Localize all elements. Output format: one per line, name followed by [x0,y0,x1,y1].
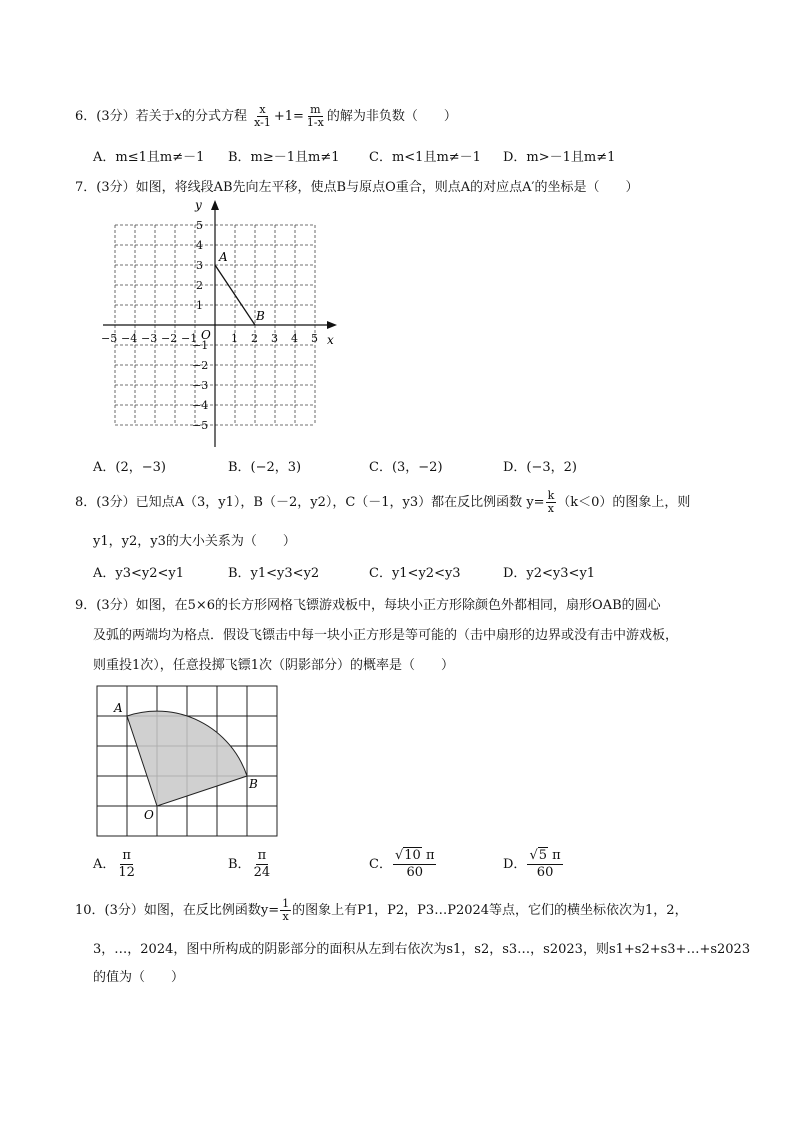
q8-func-prefix: y= [526,495,545,510]
q6-mid: 的分式方程 [181,109,247,124]
q10-func-num: 1 [282,897,290,910]
question-8-line2: y1，y2，y3的大小关系为（ ） [93,534,296,549]
q7-point-a-label: A [219,250,228,264]
q7-y-tick: 2 [196,279,203,292]
q9-option-a-den: 12 [118,865,135,880]
q9-option-b-letter: B． [228,857,251,872]
q7-y-tick: −4 [192,399,209,412]
q9-option-c-num: √10 π [394,848,435,863]
q10-head: 10．(3分）如图，在反比例函数 [75,903,261,918]
q9-option-a-letter: A． [93,857,116,872]
q6-option-a: A．m≤1且m≠－1 [93,150,205,165]
q8-option-c: C．y1<y2<y3 [369,566,461,581]
q9-option-c-letter: C． [369,857,392,872]
question-7-text: 7．(3分）如图，将线段AB先向左平移，使点B与原点O重合，则点A的对应点A′的坐标是（ ） [75,180,639,195]
q9-option-d-pi: π [552,848,561,863]
q7-x-tick: 2 [251,332,258,345]
question-9-line3: 则重投1次），任意投掷飞镖1次（阴影部分）的概率是（ ） [93,658,455,673]
q7-coordinate-figure [95,195,345,450]
q8-func-cond: （k＜0）的图象上，则 [557,495,691,510]
q10-points: 的图象上有P1，P2，P3…P2024等点，它们的横坐标依次为1，2， [292,903,688,918]
q7-y-arrow [211,200,219,210]
question-9-line1: 9．(3分）如图，在5×6的长方形网格飞镖游戏板中，每块小正方形除颜色外都相同，扇形OAB的圆心 [75,598,661,613]
q7-y-tick: 1 [196,299,203,312]
question-10-line3: 的值为（ ） [93,970,185,985]
q7-x-tick: 3 [271,332,278,345]
q7-x-tick: 4 [291,332,298,345]
q9-label-a: A [114,701,123,715]
q6-fraction-2 [305,104,326,129]
q9-shaded-sector [127,711,247,806]
q8-option-d: D．y2<y3<y1 [503,566,596,581]
q9-option-b [228,848,273,881]
q7-x-tick: −3 [141,332,158,345]
q7-point-b-label: B [256,309,265,323]
q9-option-c-root: 10 [404,848,421,863]
q6-f1-den: x-1 [254,116,271,129]
q9-option-c-fraction [393,848,437,881]
q6-option-d: D．m>－1且m≠1 [503,150,616,165]
q9-option-a-fraction [116,848,137,881]
q7-x-label: x [327,333,334,347]
question-8-line1 [75,490,690,515]
q9-option-c-den: 60 [406,865,423,880]
q8-option-a: A．y3<y2<y1 [93,566,185,581]
question-10-line1 [75,898,688,923]
q9-option-d-fraction [527,848,562,881]
q7-y-tick: 3 [196,259,203,272]
q10-func-prefix: y= [260,903,280,918]
question-10-line2: 3，…，2024，图中所构成的阴影部分的面积从左到右依次为s1，s2，s3…，s2023，则s1+s2+s3+…+s2023 [93,942,751,957]
q7-y-label: y [195,198,202,212]
q7-y-tick: 5 [196,219,203,232]
q7-x-tick: 5 [311,332,318,345]
q6-plus-eq: +1= [273,109,304,124]
q6-tail: 的解为非负数（ ） [326,109,457,124]
q7-option-d: D．(−3，2) [503,460,578,475]
q7-origin-label: O [201,328,211,342]
q8-option-b: B．y1<y3<y2 [228,566,320,581]
q7-y-tick: −5 [192,419,209,432]
question-6 [75,104,457,129]
q9-option-d-root: 5 [538,848,548,863]
q7-y-tick: −3 [192,379,209,392]
q9-label-o: O [144,808,154,822]
q8-func-den: x [547,502,555,515]
q7-x-arrow [327,321,337,329]
q8-head: 8．(3分）已知点 [75,495,175,510]
q6-f1-num: x [259,103,266,116]
q7-x-tick: −4 [121,332,138,345]
q7-x-tick: −2 [161,332,178,345]
q7-y-tick: −1 [192,339,209,352]
q8-points: A（3，y1），B（－2，y2），C（－1，y3）都在反比例函数 [174,495,523,510]
q6-option-c: C．m<1且m≠－1 [369,150,481,165]
q9-option-a-num: π [122,848,131,863]
q10-func-fraction [280,898,291,923]
q9-option-b-den: 24 [253,865,271,880]
q7-option-b: B．(−2，3) [228,460,302,475]
q7-x-tick: −1 [181,332,198,345]
q6-head: 6．(3分）若关于 [75,109,175,124]
q10-func-den: x [282,910,289,923]
q7-option-a: A．(2，−3) [93,460,166,475]
q9-dartboard-figure [96,685,286,845]
q6-option-b: B．m≥－1且m≠1 [228,150,340,165]
q7-x-tick: −5 [101,332,118,345]
q7-y-tick: 4 [196,239,203,252]
question-9-line2: 及弧的两端均为格点．假设飞镖击中每一块小正方形是等可能的（击中扇形的边界或没有击中游戏板， [93,628,679,643]
q9-option-a [93,848,138,881]
q9-option-c [369,848,437,881]
q8-func-fraction [546,490,557,515]
q9-option-c-pi: π [425,848,435,863]
q9-label-b: B [249,777,258,791]
q7-option-c: C．(3，−2) [369,460,443,475]
q9-option-b-fraction [252,848,273,881]
q9-option-d-num: √5 π [529,848,561,863]
q7-y-tick: −2 [192,359,209,372]
q6-var-x: x [174,109,182,124]
q9-option-d [503,848,564,881]
q6-f2-den: 1-x [306,116,324,129]
q9-option-d-den: 60 [536,865,554,880]
q9-option-d-letter: D． [503,857,527,872]
q9-option-b-num: π [257,848,267,863]
q6-fraction-1 [252,104,273,129]
q7-x-tick: 1 [231,332,238,345]
q8-func-num: k [547,489,555,502]
q6-f2-num: m [310,103,321,116]
